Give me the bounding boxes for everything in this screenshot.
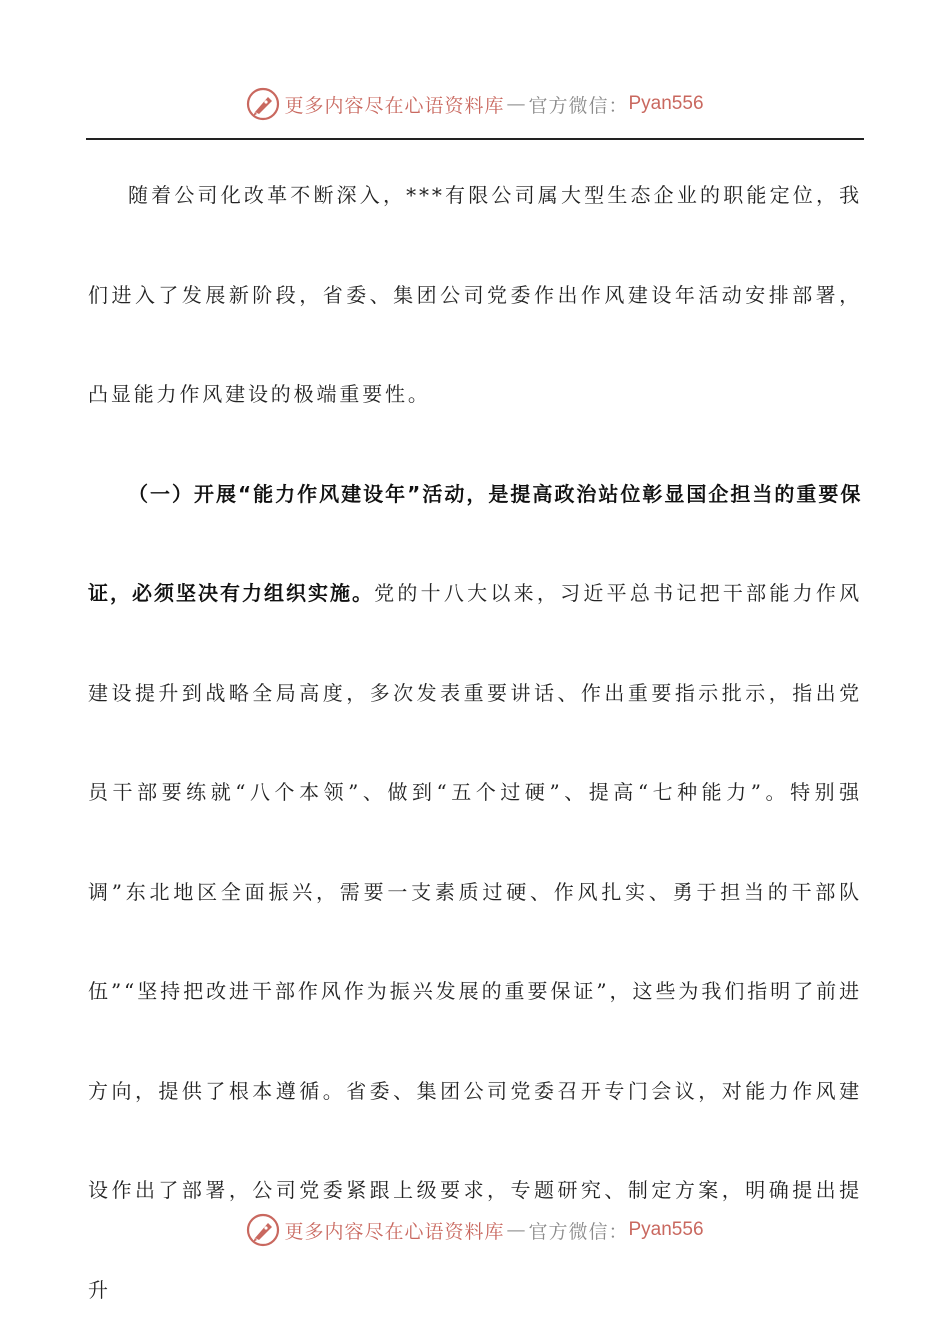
document-body <box>88 146 862 1340</box>
footer-watermark <box>246 1213 703 1247</box>
header-wechat-id: Pyan556 <box>628 93 704 114</box>
footer-brand-text: 更多内容尽在心语资料库 <box>284 1220 505 1243</box>
header-wechat-label: 官方微信： <box>528 94 629 117</box>
header-divider <box>86 138 864 140</box>
footer-separator: — <box>506 1219 527 1241</box>
header-watermark <box>246 87 703 121</box>
paragraph-intro: 随着公司化改革不断深入，***有限公司属大型生态企业的职能定位，我们进入了发展新阶段，省委、集团公司党委作出作风建设年活动安排部署，凸显能力作风建设的极端重要性。 <box>88 183 862 406</box>
paragraph-section-one <box>88 445 862 1341</box>
page-footer <box>0 1210 950 1250</box>
pen-nib-logo-icon <box>246 1213 280 1247</box>
section-heading: （一）开展“能力作风建设年”活动，是提高政治站位彰显国企担当的重要保证，必须坚决有力组织实施。 <box>88 481 862 605</box>
header-brand-text: 更多内容尽在心语资料库 <box>284 94 505 117</box>
pen-nib-logo-icon <box>246 87 280 121</box>
page-header <box>0 84 950 124</box>
footer-wechat-id: Pyan556 <box>628 1219 704 1240</box>
section-body-text: 党的十八大以来，习近平总书记把干部能力作风建设提升到战略全局高度，多次发表重要讲话、作出重要指示批示，指出党员干部要练就“八个本领”、做到“五个过硬”、提高“七种能力”。特别强调”东北地区全面振兴，需要一支素质过硬、作风扎实、勇于担当的干部队伍”“坚持把改进干部作风作为振兴发展的重要保证”，这些为我们指明了前进方向，提供了根本遵循。省委、集团公司党委召开专门会议，对能力作风建设作出了部署，公司党委紧跟上级要求，专题研究、制定方案，明确提出提升 <box>88 581 862 1302</box>
footer-wechat-label: 官方微信： <box>528 1220 629 1243</box>
header-separator: — <box>506 93 527 115</box>
